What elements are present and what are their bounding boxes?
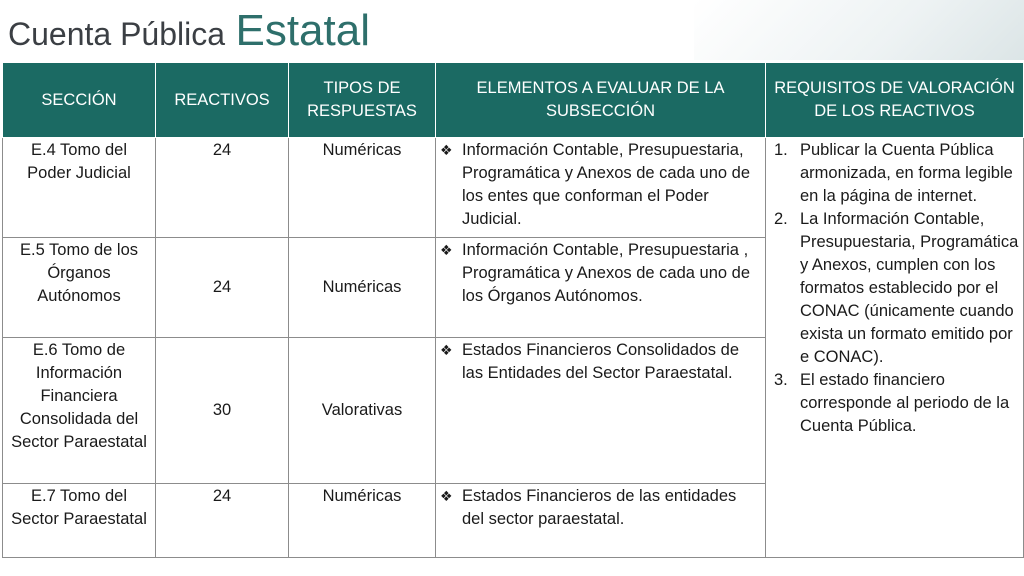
cell-requisitos <box>766 138 1024 558</box>
header-reactivos: REACTIVOS <box>156 63 289 138</box>
table-header-row <box>3 63 1024 138</box>
elemento-text: Estados Financieros Consolidados de las Entidades del Sector Paraestatal. <box>462 341 739 382</box>
elemento-text: Información Contable, Presupuestaria , Programática y Anexos de cada uno de los Órganos Autónomos. <box>462 241 751 305</box>
cell-reactivos: 30 <box>156 338 289 484</box>
diamond-bullet-icon: ❖ <box>440 342 453 358</box>
cell-elemento <box>436 238 766 338</box>
title-part-1: Cuenta Pública <box>8 16 226 52</box>
cell-tipo: Numéricas <box>289 238 436 338</box>
cell-elemento <box>436 484 766 558</box>
requisito-text: Publicar la Cuenta Pública armonizada, en forma legible en la página de internet. <box>800 141 1013 205</box>
header-tipos: TIPOS DE RESPUESTAS <box>289 63 436 138</box>
cell-elemento <box>436 138 766 238</box>
list-item <box>770 369 1019 438</box>
cell-tipo: Valorativas <box>289 338 436 484</box>
cell-reactivos: 24 <box>156 484 289 558</box>
cell-seccion: E.4 Tomo del Poder Judicial <box>3 138 156 238</box>
list-item <box>770 139 1019 208</box>
elemento-text: Estados Financieros de las entidades del sector paraestatal. <box>462 487 737 528</box>
cell-seccion: E.7 Tomo del Sector Paraestatal <box>3 484 156 558</box>
title-part-2: Estatal <box>235 6 370 55</box>
header-elementos: ELEMENTOS A EVALUAR DE LA SUBSECCIÓN <box>436 63 766 138</box>
requisito-text: El estado financiero corresponde al periodo de la Cuenta Pública. <box>800 371 1010 435</box>
header-decoration <box>694 0 1024 60</box>
table-row <box>3 138 1024 238</box>
diamond-bullet-icon: ❖ <box>440 488 453 504</box>
list-item <box>770 208 1019 369</box>
diamond-bullet-icon: ❖ <box>440 142 453 158</box>
header-requisitos: REQUISITOS DE VALORACIÓN DE LOS REACTIVOS <box>766 63 1024 138</box>
requisito-number: 3. <box>774 371 788 389</box>
diamond-bullet-icon: ❖ <box>440 242 453 258</box>
elemento-text: Información Contable, Presupuestaria, Programática y Anexos de cada uno de los entes que conforman el Poder Judicial. <box>462 141 751 228</box>
cell-reactivos: 24 <box>156 138 289 238</box>
cell-elemento <box>436 338 766 484</box>
header-seccion: SECCIÓN <box>3 63 156 138</box>
requisito-text: La Información Contable, Presupuestaria, Programática y Anexos, cumplen con los formatos establecido por el CONAC (únicamente cuando exista un formato emitido por e CONAC). <box>800 210 1019 366</box>
cell-seccion: E.6 Tomo de Información Financiera Consolidada del Sector Paraestatal <box>3 338 156 484</box>
cell-seccion: E.5 Tomo de los Órganos Autónomos <box>3 238 156 338</box>
cell-reactivos: 24 <box>156 238 289 338</box>
page-title <box>8 6 370 58</box>
cell-tipo: Numéricas <box>289 138 436 238</box>
requisito-number: 1. <box>774 141 788 159</box>
requisitos-list <box>770 139 1019 438</box>
evaluation-table <box>2 62 1024 558</box>
requisito-number: 2. <box>774 210 788 228</box>
cell-tipo: Numéricas <box>289 484 436 558</box>
